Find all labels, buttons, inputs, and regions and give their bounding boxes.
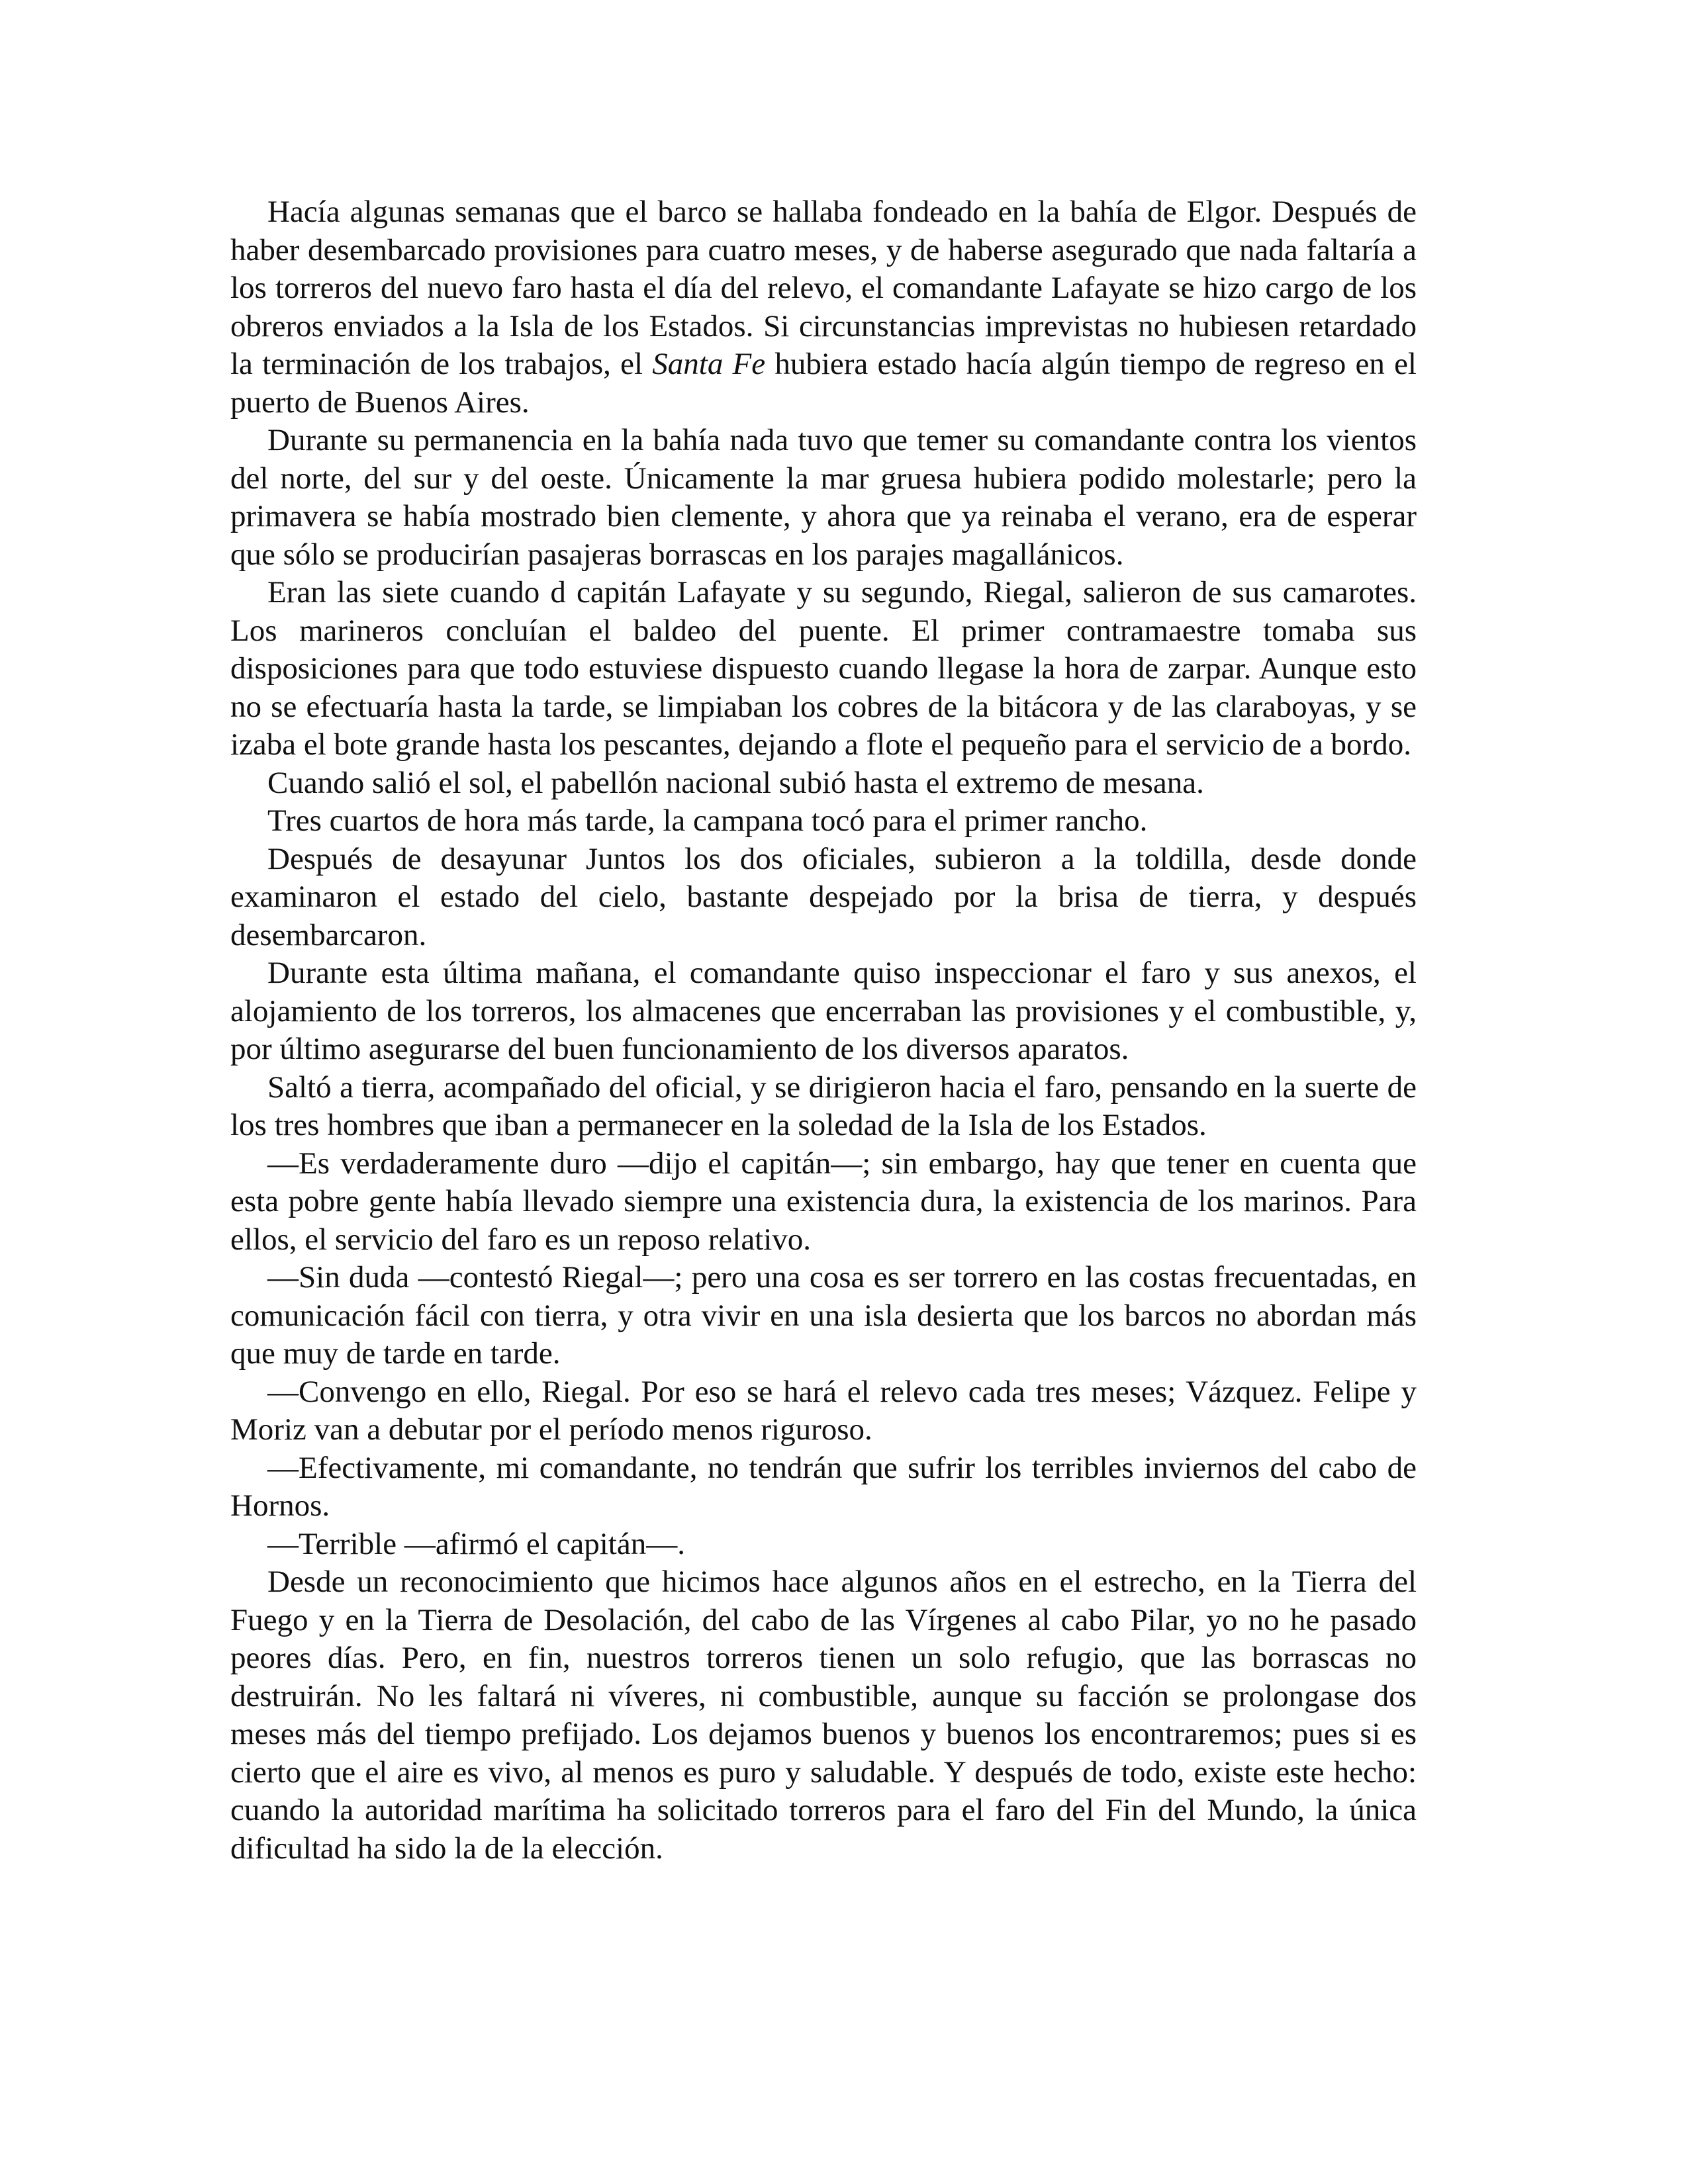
paragraph-13: —Terrible —afirmó el capitán—.: [267, 1526, 685, 1561]
paragraph-11: —Convengo en ello, Riegal. Por eso se hará el relevo cada tres meses; Vázquez. Felipe y Moriz van a debutar por el período menos riguroso.: [230, 1374, 1417, 1447]
paragraph-8: Saltó a tierra, acompañado del oficial, y se dirigieron hacia el faro, pensando en la suerte de los tres hombres que iban a permanecer en la soledad de la Isla de los Estados.: [230, 1069, 1417, 1142]
paragraph-7: Durante esta última mañana, el comandante quiso inspeccionar el faro y sus anexos, el alojamiento de los torreros, los almacenes que encerraban las provisiones y el combustible, y, por último asegurarse del buen funcionamiento de los diversos aparatos.: [230, 956, 1417, 1066]
paragraph-10: —Sin duda —contestó Riegal—; pero una cosa es ser torrero en las costas frecuentadas, en comunicación fácil con tierra, y otra vivir en una isla desierta que los barcos no abordan más que muy de tarde en tarde.: [230, 1260, 1417, 1371]
paragraph-1-text-after: hubiera estado hacía algún tiempo de regreso en el puerto de Buenos Aires.: [230, 347, 1417, 420]
paragraph-14: Desde un reconocimiento que hicimos hace algunos años en el estrecho, en la Tierra del Fuego y en la Tierra de Desolación, del cabo de las Vírgenes al cabo Pilar, yo no he pasado peores días. Pero, en fin, nuestros torreros tienen un solo refugio, que las borrascas no destruirán. No les faltará ni víveres, ni combustible, aunque su facción se prolongase dos meses más del tiempo prefijado. Los dejamos buenos y buenos los encontraremos; pues si es cierto que el aire es vivo, al menos es puro y saludable. Y después de todo, existe este hecho: cuando la autoridad marítima ha solicitado torreros para el faro del Fin del Mundo, la única dificultad ha sido la de la elección.: [230, 1565, 1417, 1866]
paragraph-9: —Es verdaderamente duro —dijo el capitán—; sin embargo, hay que tener en cuenta que esta pobre gente había llevado siempre una existencia dura, la existencia de los marinos. Para ellos, el servicio del faro es un reposo relativo.: [230, 1146, 1417, 1257]
paragraph-2: Durante su permanencia en la bahía nada tuvo que temer su comandante contra los vientos del norte, del sur y del oeste. Únicamente la mar gruesa hubiera podido molestarle; pero la primavera se había mostrado bien clemente, y ahora que ya reinaba el verano, era de esperar que sólo se producirían pasajeras borrascas en los parajes magallánicos.: [230, 423, 1417, 572]
paragraph-5: Tres cuartos de hora más tarde, la campana tocó para el primer rancho.: [267, 803, 1148, 838]
paragraph-3: Eran las siete cuando d capitán Lafayate y su segundo, Riegal, salieron de sus camarotes. Los marineros concluían el baldeo del puente. El primer contramaestre tomaba sus disposiciones para que todo estuviese dispuesto cuando llegase la hora de zarpar. Aunque esto no se efectuaría hasta la tarde, se limpiaban los cobres de la bitácora y de las claraboyas, y se izaba el bote grande hasta los pescantes, dejando a flote el pequeño para el servicio de a bordo.: [230, 575, 1417, 762]
paragraph-1-text-before: Hacía algunas semanas que el barco se hallaba fondeado en la bahía de Elgor. Después de haber desembarcado provisiones para cuatro meses, y de haberse asegurado que nada faltaría a los torreros del nuevo faro hasta el día del relevo, el comandante Lafayate se hizo cargo de los obreros enviados a la Isla de los Estados. Si circunstancias imprevistas no hubiesen retardado la terminación de los trabajos, el: [230, 195, 1417, 381]
paragraph-12: —Efectivamente, mi comandante, no tendrán que sufrir los terribles inviernos del cabo de Hornos.: [230, 1450, 1417, 1523]
ship-name: Santa Fe: [652, 347, 766, 381]
paragraph-6: Después de desayunar Juntos los dos oficiales, subieron a la toldilla, desde donde examinaron el estado del cielo, bastante despejado por la brisa de tierra, y después desembarcaron.: [230, 841, 1417, 952]
document-page: [230, 193, 1417, 1868]
paragraph-4: Cuando salió el sol, el pabellón nacional subió hasta el extremo de mesana.: [267, 765, 1204, 800]
paragraph-1: [230, 193, 1417, 422]
